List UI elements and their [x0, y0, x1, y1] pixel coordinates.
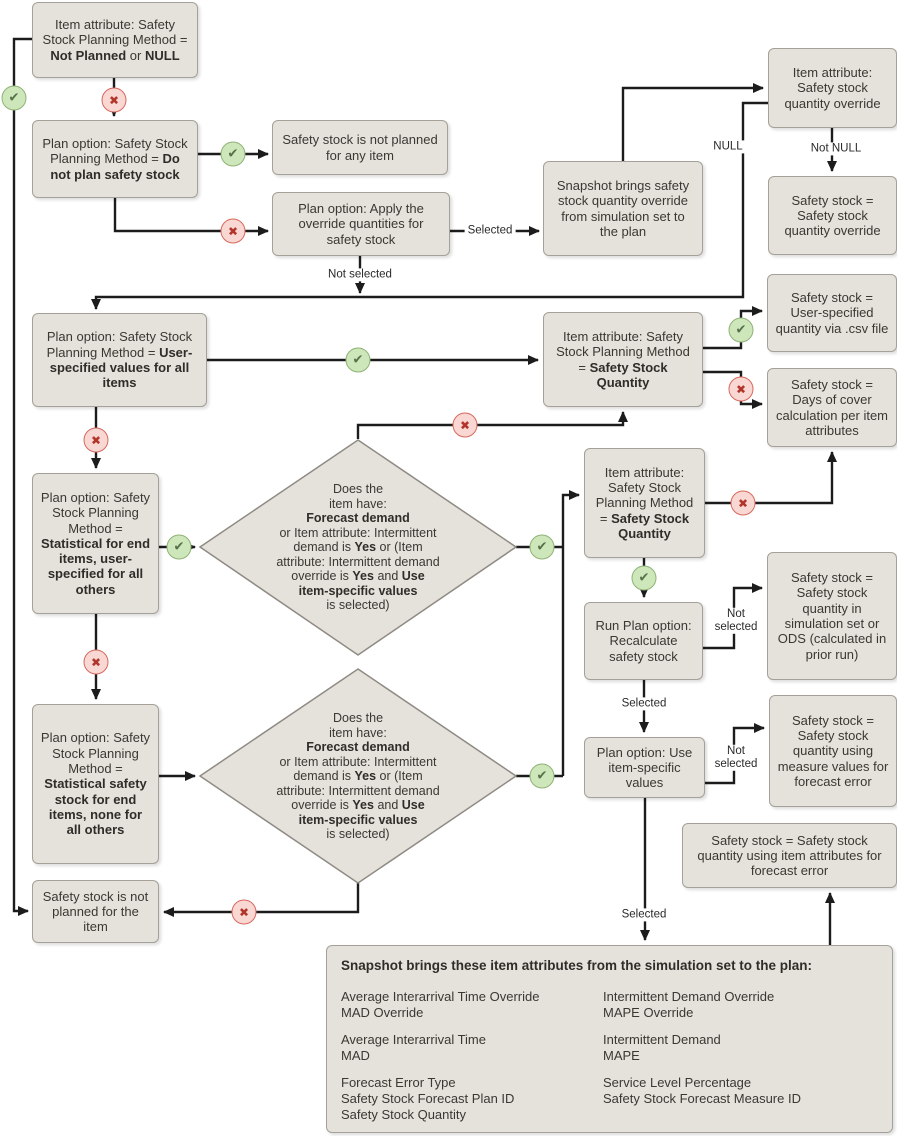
- box-plan-statistical-end-items: Plan option: Safety Stock Planning Method = Statistical for end items, user-specified for all others: [32, 473, 159, 614]
- connector-yes-merge-to-ssq2: [563, 495, 579, 776]
- edge-label-not-selected: Not selected: [708, 745, 764, 771]
- cross-icon: ✖: [731, 491, 756, 516]
- box-item-attribute-ssq-2: Item attribute: Safety Stock Planning Method = Safety Stock Quantity: [584, 448, 705, 558]
- box-item-attribute-qty-override: Item attribute: Safety stock quantity override: [768, 48, 897, 128]
- connector-diamond1-no: [358, 412, 623, 439]
- attr-line: Intermittent Demand Override: [603, 988, 775, 1004]
- check-icon: ✔: [530, 535, 555, 560]
- box-ss-equals-item-attributes: Safety stock = Safety stock quantity using item attributes for forecast error: [682, 823, 897, 888]
- check-icon: ✔: [221, 142, 246, 167]
- attr-line: Average Interarrival Time Override: [341, 988, 540, 1004]
- box-ss-equals-simulation-ods: Safety stock = Safety stock quantity in simulation set or ODS (calculated in prior run): [767, 552, 897, 680]
- attr-line: Intermittent Demand: [603, 1031, 721, 1047]
- attr-line: Service Level Percentage: [603, 1074, 752, 1090]
- box-apply-override-quantities: Plan option: Apply the override quantities for safety stock: [272, 192, 450, 256]
- connector-ssq2-no: [705, 452, 832, 503]
- box-run-plan-recalculate: Run Plan option: Recalculate safety stock: [584, 602, 703, 680]
- edge-label-not-selected: Not selected: [708, 608, 764, 634]
- check-icon: ✔: [2, 86, 27, 111]
- attr-line: MAPE: [603, 1047, 640, 1063]
- connector-notplanned-yes-loop: [14, 39, 32, 911]
- cross-icon: ✖: [453, 413, 478, 438]
- check-icon: ✔: [167, 535, 192, 560]
- edge-label-not-selected: Not selected: [325, 268, 395, 281]
- box-not-planned-for-item: Safety stock is not planned for the item: [32, 880, 159, 943]
- attr-line: MAPE Override: [603, 1004, 694, 1020]
- attr-line: Safety Stock Forecast Plan ID: [341, 1090, 515, 1106]
- edge-label-selected: Selected: [465, 224, 516, 237]
- attr-line: Safety Stock Quantity: [341, 1106, 467, 1122]
- box-ss-equals-qty-override: Safety stock = Safety stock quantity override: [768, 176, 897, 255]
- attr-line: Safety Stock Forecast Measure ID: [603, 1090, 801, 1106]
- box-item-attribute-ssq-1: Item attribute: Safety Stock Planning Method = Safety Stock Quantity: [543, 312, 703, 407]
- attr-line: MAD: [341, 1047, 370, 1063]
- diamond-1-text: Does the item have: Forecast demand or Item attribute: Intermittent demand is Yes or (Item attribute: Intermittent demand override is Yes and Use item-specific values is selected): [276, 482, 440, 613]
- check-icon: ✔: [530, 764, 555, 789]
- box-not-planned-any-item: Safety stock is not planned for any item: [272, 120, 448, 175]
- box-snapshot-brings-override: Snapshot brings safety stock quantity override from simulation set to the plan: [543, 161, 703, 256]
- snapshot-attributes-title: Snapshot brings these item attributes from the simulation set to the plan:: [341, 958, 813, 973]
- box-ss-equals-measure-values: Safety stock = Safety stock quantity using measure values for forecast error: [769, 695, 897, 807]
- box-snapshot-item-attributes: [326, 945, 893, 1133]
- diamond-2-text: Does the item have: Forecast demand or Item attribute: Intermittent demand is Yes or (Item attribute: Intermittent demand override is Yes and Use item-specific values is selected): [276, 711, 440, 842]
- edge-label-selected: Selected: [619, 697, 670, 710]
- box-plan-user-specified: Plan option: Safety Stock Planning Method = User-specified values for all items: [32, 313, 207, 407]
- snapshot-attributes-left-column: [341, 989, 603, 1134]
- snapshot-attributes-right-column: [603, 989, 878, 1134]
- attr-line: Forecast Error Type: [341, 1074, 456, 1090]
- check-icon: ✔: [632, 566, 657, 591]
- cross-icon: ✖: [84, 650, 109, 675]
- edge-label-not-null: Not NULL: [808, 142, 865, 155]
- check-icon: ✔: [346, 348, 371, 373]
- attr-line: MAD Override: [341, 1004, 424, 1020]
- box-plan-do-not-plan: Plan option: Safety Stock Planning Method = Do not plan safety stock: [32, 120, 198, 198]
- cross-icon: ✖: [84, 428, 109, 453]
- edge-label-selected: Selected: [619, 908, 670, 921]
- check-icon: ✔: [729, 318, 754, 343]
- cross-icon: ✖: [102, 88, 127, 113]
- cross-icon: ✖: [221, 219, 246, 244]
- attr-line: Average Interarrival Time: [341, 1031, 486, 1047]
- box-plan-statistical-none: Plan option: Safety Stock Planning Method = Statistical safety stock for end items, none for all others: [32, 704, 159, 864]
- box-use-item-specific-values: Plan option: Use item-specific values: [584, 737, 705, 798]
- box-item-attribute-not-planned: Item attribute: Safety Stock Planning Method = Not Planned or NULL: [32, 2, 198, 78]
- edge-label-null: NULL: [710, 140, 745, 153]
- box-ss-equals-user-csv: Safety stock = User-specified quantity via .csv file: [767, 274, 897, 352]
- connector-diamond2-no: [164, 883, 358, 912]
- cross-icon: ✖: [232, 900, 257, 925]
- cross-icon: ✖: [729, 377, 754, 402]
- connector-donotplan-no: [115, 198, 268, 231]
- box-ss-equals-days-of-cover: Safety stock = Days of cover calculation per item attributes: [767, 368, 897, 447]
